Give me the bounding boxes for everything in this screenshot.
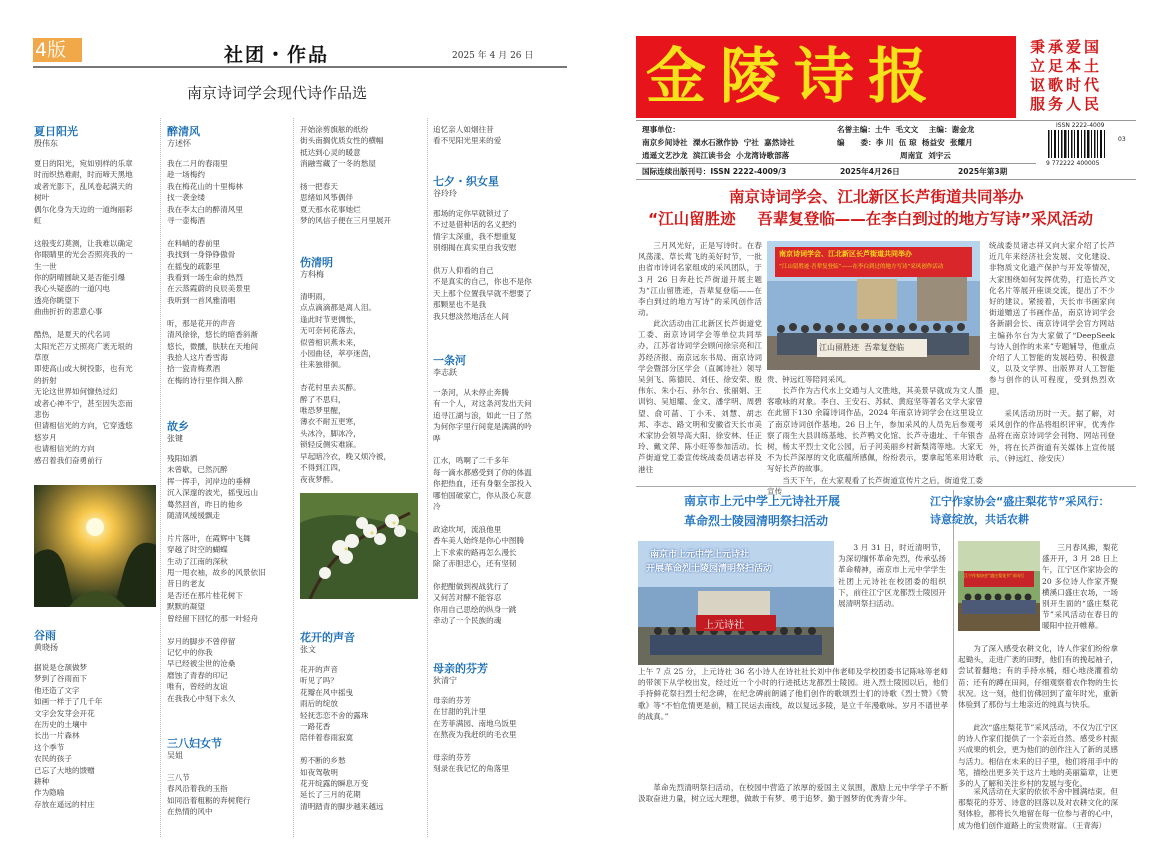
lead-paragraph: 统战委员诸志祥又向大家介绍了长芦近几年来经济社会发展、文化建设、非物质文化遗产保护与开发等情况，大家围绕如何发挥优势，打造长芦文化名片等展开座谈交流，提出了不少好的建议。紧接着，天长市书画家向街道赠送了书画作品，南京诗词学会各新副会长、南京诗词学会官方网站主编孙尔台为大家做了“DeepSeek 与诗人创作的未来”专题辅导，他重点介绍了人工智能的发展趋势、积极意义，以及文学界、出版界对人工智能参与创作的认可程度，受到热烈欢迎。 <box>989 241 1115 396</box>
units-line: 南京乡间诗社 溧水石湫作协 宁社 嘉然诗社 <box>642 138 795 147</box>
column-rule <box>293 118 294 837</box>
article2-headline-2: 革命烈士陵园清明祭扫活动 <box>684 514 829 528</box>
barcode-digits: 9 772222 400005 <box>1046 160 1100 167</box>
poem-author: 狄清宁 <box>433 676 457 685</box>
units-label: 理事单位： <box>642 125 680 134</box>
slogan-line: 立足本土 <box>1030 57 1103 75</box>
page-heading: 南京诗词学会现代诗作品选 <box>187 84 368 102</box>
pear-blossom-photo <box>300 493 418 599</box>
poem-title: 故乡 <box>167 420 189 433</box>
article2-flag-text: 上元诗社 <box>704 620 744 631</box>
article-divider <box>636 486 1136 487</box>
poem-title: 夏日阳光 <box>34 125 78 138</box>
poem-title: 母亲的芬芳 <box>433 662 488 675</box>
poem-author: 殷伟东 <box>34 139 58 148</box>
poem-title: 七夕・织女星 <box>433 175 499 188</box>
article3-headline-1: 江宁作家协会“盛庄梨花节”采风行： <box>930 495 1110 508</box>
article2-banner-top: 南京市上元中学上元诗社 <box>650 550 750 560</box>
editors-line: 编 委：李 川 伍 琼 杨益安 张耀月 <box>837 138 973 147</box>
lead-headline-2: “江山留胜迹 吾辈复登临——在李白到过的地方写诗”采风活动 <box>648 210 1093 228</box>
article3-paragraph: 采风活动在大家的依依不舍中圆满结束。但那梨花的芬芳、诗意的回落以及对农耕文化的深刻体验，都将长久地留在每一位参与者的心中，成为他们创作道路上的宝贵财富。（王青海） <box>958 787 1118 830</box>
lead-paragraph: 贵、钟远红等陪同采风。 <box>767 375 851 384</box>
poem-body: 据说是仓颉做梦 梦到了谷雨而下 他还造了文字 如画一样于了几千年 文字会发芽会开花 在历史的土壤中 长出一片森林 这个季节 农民的孩子 已忘了大地的馈赠 耕种 作为隐喻 存放在遥远的村庄 <box>34 663 103 809</box>
poem-title: 三八妇女节 <box>167 737 222 750</box>
poem-author: 吴姐 <box>167 751 183 760</box>
front-date: 2025年4月26日 <box>840 167 900 176</box>
column-rule <box>427 118 428 837</box>
poem-author: 黄晓扬 <box>34 643 58 652</box>
article2-paragraph: 上午 7 点 25 分，上元诗社 36 名小诗人在诗社社长刘中伟老师及学校团委书记陈咏等老师的带领下从学校出发，经过近一个小时的行进抵达龙都烈士陵园。进入烈士陵园以后，他们手持鲜花祭扫烈士纪念碑，在纪念碑前朗诵了他们创作的歌颂烈士们的诗歌《烈士赞》《赞歌》等“不怕危情更是前，精工民运去南线，故以复远多陵，是立千年漫歌咏。岁月不谱世孝的战真。” <box>638 667 948 721</box>
front-issue: 2025年第3期 <box>958 167 1008 176</box>
article3-photo <box>958 541 1040 631</box>
masthead-info-rule <box>636 120 1136 121</box>
article3-paragraph: 此次“盛庄梨花节”采风活动，不仅为江宁区的诗人作家们提供了一个亲近自然、感受乡村振兴成果的机会，更为他们的创作注入了新的灵感与活力。相信在未来的日子里，他们将用手中的笔，描绘出更多关于这片土地的美丽篇章，让更多的人了解和关注乡村的发展与变化。 <box>958 723 1118 789</box>
poem-body: 残阳如洒 未曾歇，已然沉醉 挥一挥手，河岸边的垂柳 沉入深邃的波光，摇曳远山 蓦然回首，昨日的他乡 随清风缓缓飘走 片片落叶，在霞辉中飞舞 穿越了时空的蝴蝶 生动了江南的深秋 甩一甩衣袖，故乡的风景依旧 昔日的老友 是否还在那片桂花树下 默默的凝望 曾经留下回忆的那一叶轻舟 岁月的脚步不曾停留 记忆中的你我 早已经被尘世的沧桑 磨蚀了青春的印记 唯有，曾经的友谊 在我我心中刻下永久 <box>167 454 266 703</box>
blossom-image <box>300 493 418 599</box>
page-number: 4版 <box>35 39 67 61</box>
article3-headline-2: 诗意绽放，共话农耕 <box>930 513 1029 526</box>
article2-headline-1: 南京市上元中学上元诗社开展 <box>684 494 841 508</box>
poem-title: 伤清明 <box>300 256 333 269</box>
writers-photo-image <box>958 541 1040 631</box>
issue-date: 2025 年 4 月 26 日 <box>452 51 534 61</box>
poem-author: 方科梅 <box>300 270 324 279</box>
sunset-photo <box>34 485 156 607</box>
poem-body: 我在二月的春雨里 趁一场梅约 我在梅花山的十里梅林 找一袭金缕 我在李太白的醉清风里 寻一壶梅酒 在料峭的春前里 我找到一身铮铮傲骨 在摇曳的疏影里 我看到一场生命的热烈 在云蒸霞蔚的良辰美景里 我听到一首风雅清唱 听，那是花开的声音 清风徐徐，悠长的暗香斜渐 悠长，微醺，肤肤在天地间 我拾人这片香雪海 拾一瓷青梅煮酒 在梅的诗行里作揖入醉 <box>167 159 259 385</box>
slogan-line: 讴歌时代 <box>1030 76 1103 94</box>
poem-body: 追忆亲人如烟往昔 看不见阳光里来的爱 <box>433 125 502 146</box>
slogan-line: 服务人民 <box>1030 95 1103 113</box>
poem-body: 花开的声音 听见了吗？ 花瓣在风中摇曳 雨后的绽放 轻抚恋恋不舍的露珠 一路花香 陪伴着春雨寂寞 剪不断的乡愁 如夜驾敬明 花开绽露的瞬息万变 延长了三月的花期 清明踏青的脚步越来越远 <box>300 665 384 811</box>
poem-author: 张文 <box>300 645 316 654</box>
editors-line: 名誉主编：土牛 毛文文 主编：谢金龙 <box>837 125 975 134</box>
poem-title: 醉清风 <box>167 125 200 138</box>
group-photo-banner: 南京诗词学会、江北新区长芦街道共同举办 <box>779 250 912 258</box>
poem-body: 三八节 春风沿着我的玉指 如同沿着粗粝的奔树爬行 在热情的风中 <box>167 773 251 817</box>
article3-paragraph: 三月春风拂，梨花盛开开，3 月 28 日上午，江宁区作家协会的 20 多位诗人作家齐聚横溪口盛庄农场，一场别开生面的“盛庄梨花节”采风活动在春日的暖阳中拉开帷幕。 <box>1042 543 1118 631</box>
masthead-slogan <box>1030 38 1150 114</box>
article-vertical-divider <box>953 490 954 830</box>
group-photo-sign: 江山留胜迹 吾辈复登临 <box>819 343 905 352</box>
article2-photo <box>638 541 834 665</box>
lead-group-photo <box>767 241 980 370</box>
units-line: 逍遥文艺沙龙 滨江读书会 小龙湾诗歌部落 <box>642 151 790 160</box>
poem-body: 清明雨， 点点滴滴都是离人泪。 逢此时节更惆怅， 无可奈何花落去， 似曾相识燕未来， 小园曲径，萃亭迷茵， 往来独徘徊。 杏花村里去买醉。 醉了不思归， 唯恐梦里醒， 薄衣不耐五更寒， 头冰冷，脚冰冷， 锁轻反侧实难寐。 早起暗冷衣，晚又烦冷被， 不得到江四， 夜夜梦醉。 <box>300 292 392 484</box>
editors-line: 周南宣 刘宇云 <box>900 151 951 160</box>
article2-banner-bottom: 开展革命烈士陵园清明祭扫活动 <box>646 564 773 574</box>
poem-body: 夏日的阳光，宛如别样的乐章 时而织热难耐，时而啼天黑地 或者光影下，乱风卷起满天的 树叶 偶尔化身为天边的一道绚丽彩 虹 这般变幻莫测，让我难以确定 你眼睛里的光会否照亮我的一 生一世 你的阴晴圆缺又是否能引爆 我心头疑惑的一道闪电 透亮你眺望下 曲曲折折的悲意心事 酷热，是夏天的代名词 太阳光芒万丈照亮广袤无垠的 草原 即使高山或大树投影，也有光 的折射 无论这世界如何慷热过幻 或者心神不宁，甚至因失恋而 悲伤 但请相信光的方向，它穿透悠 悠岁月 也请相信光的方向 感召着我们奋勇前行 <box>34 159 133 465</box>
slogan-line: 秉承爱国 <box>1030 38 1103 56</box>
poem-body: 母亲的芬芳 在甘甜的乳汁里 在芳菲满园、南地乌饭里 在熬夜为我赶织的毛衣里 母亲的芬芳 刻录在我记忆的角落里 <box>433 696 517 774</box>
poem-author: 李志跃 <box>433 368 457 377</box>
article2-paragraph: 3 月 31 日，时近清明节，为深切缅怀革命先烈，传承弘扬革命精神，南京市上元中学学生社团上元诗社在校团委的组织下，前往江宁区龙都烈士陵园开展清明祭扫活动。 <box>838 543 946 609</box>
left-page <box>0 0 584 845</box>
article3-banner-text: 江宁作家协会“盛庄梨花节”采风行 <box>964 573 1025 578</box>
header-rule <box>33 66 567 68</box>
article2-paragraph: 革命先烈清明祭扫活动，在校园中营造了浓厚的爱国主义氛围，激励上元中学学子不断汲取奋进力量，树立远大理想，做敢于有梦、勇于追梦、勤于圆梦的优秀青少年。 <box>638 783 948 804</box>
poem-title: 花开的声音 <box>300 631 355 644</box>
poem-body: 开始涂剪旗舷的纸纷 街头南搁优质女性的横幅 抵达到心灵的暖意 消融雪藏了一冬的愁屋 扬一把春天 思绪如风筝偶伴 夏天那水花事她烂 梦的风信子便在三月里展开 <box>300 125 392 226</box>
poem-title: 谷雨 <box>34 629 56 642</box>
poem-author: 谷玲玲 <box>433 189 457 198</box>
issn-small: ISSN 2222-4009 <box>1056 122 1105 129</box>
lead-paragraph: 三月风光好，正是写诗时。在春风荡漾、草长莺飞的美好时节，一批由省市诗词名家组成的采风团队，于 3 月 26 日奔赴长芦街道开展主题为“江山留胜迹，吾辈复登临——在李白到过的地方写诗”的采风创作活动。 <box>638 241 762 318</box>
poem-title: 一条河 <box>433 354 466 367</box>
column-rule <box>160 118 161 837</box>
lead-paragraph: 长芦作为古代水上交通与人文胜地，其美景早就成为文人墨客歌咏的对象。李白、王安石、苏轼、黄庭坚等著名文学大家曾在此留下130 余篇诗词作品，2024 年南京诗词学会在这里设立了南京诗词创作基地。26 日上午，参加采风的人员先后参观考察了雨生大县训练基地、长芦鸭文化馆、长芦寺遗址、千年银杏树，杨太平烈士文化公园，后子河美丽乡村新梨湾等地。大家无不为长芦深厚的文化底蕴所感佩，纷纷表示，要拿起笔来用诗歌写好长芦的故事。 <box>767 386 983 474</box>
poem-body: 一条河，从未停止奔腾 有一个人，对这条河发出天问 追寻江湖与浪，如此一日了然 为何你字里行间竟是满满的吟 哗 江水，鸣啊了二千多年 每一滴水都感受到了你的体温 你把热血，还有身躯全部投入 哪怕国破家亡，你从汲心灰意 冷 政途坎坷，流浪他里 香车美人始终是你心中图腾 上下求索的路再怎么漫长 除了赤胆忠心，还有坚韧 你把酣做到视战犹行了 又何苦对酵不能容忍 你用自己思绘的纵身一跳 牵动了一个民族的魂 <box>433 388 532 626</box>
lead-headline-1: 南京诗词学会、江北新区长芦街道共同举办 <box>729 188 1024 206</box>
right-page <box>584 0 1169 845</box>
reg-bar <box>636 163 1036 164</box>
poem-author: 张键 <box>167 434 183 443</box>
lead-paragraph: 当天下午，在大家观看了长芦街道宣传片之后，街道党工委宣传 <box>767 476 983 497</box>
masthead-bottom-rule <box>636 179 1136 180</box>
lead-paragraph: 采风活动历时一天。据了解，对采风创作的作品将组织评审，优秀作品将在南京诗词学会刊物、网站刊登外，将在长芦街道有关媒体上宣传展示。（钟远红、徐安庆） <box>989 409 1115 463</box>
lead-paragraph: 此次活动由江北新区长芦街道党工委、南京诗词学会等单位共同举办，江苏省诗词学会顾问徐宗亮和江苏经济报、南京远东书局、南京诗词学会暨部分区学会（直属诗社）领导吴剑飞、陈德民、刘任、徐安荣、殷伟东、朱小石、孙尔台、张丽娟、王训钧、吴旭耀、金文、潘学明、周碧望、俞可菡、丁小禾、刘慧、胡志邦、李志、路文明和安徽省天长市美术家协会领导高大阳、徐安林、任正玲、戴文萍、陈小旺等参加活动。长芦街道党工委宣传统战委员诸志祥及港往 <box>638 319 762 474</box>
poem-author: 方述怀 <box>167 139 191 148</box>
section-title: 社团・作品 <box>224 44 330 66</box>
poem-body: 那场的定你早就锁过了 不过是借种话的名义把约 情字太深重，我不想重复 别细揭在真实里自我安慰 供万人仰看的自己 不是真实的自己，你也不是你 天上那个位置我早就不想要了 那颗星也不是我 我只想淡然地活在人间 <box>433 209 532 321</box>
group-photo-banner-2: “江山留胜迹·吾辈复登临”——在李白到过的地方写诗”采风创作活动 <box>779 264 944 270</box>
sunset-image <box>34 485 156 607</box>
registration: 国际连续出版刊号：ISSN 2222-4009/3 <box>642 167 787 176</box>
issue-code: 03 <box>1118 136 1126 143</box>
article3-paragraph: 为了深入感受农耕文化，诗人作家们纷纷拿起锄头，走进广袤的田野，他们有的挽起袖子，尝试着翻地；有的手持水桶，细心地浇灌着幼苗；还有的蹲在田间，仔细观察着农作物的生长状况。这一刻，他们仿佛回到了童年时光，重新体验到了那份与土地亲近的纯真与快乐。 <box>958 644 1118 710</box>
barcode-icon <box>1046 130 1116 164</box>
masthead-title: 金陵诗报 <box>646 42 942 112</box>
